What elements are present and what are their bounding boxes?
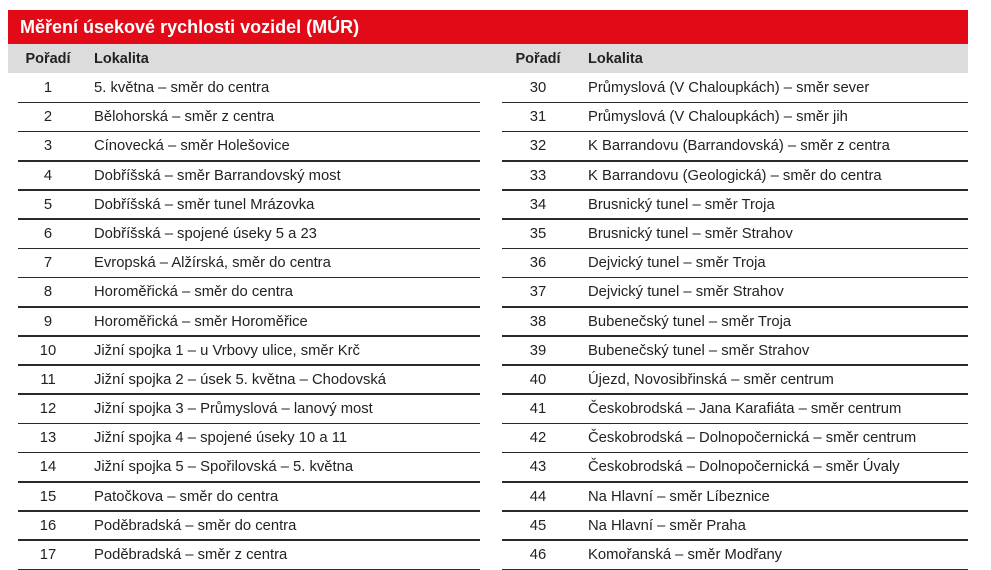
row-number-left: 5: [43, 196, 53, 213]
row-number-left: 10: [39, 342, 57, 359]
row-number-right: 33: [529, 167, 547, 184]
row-location-left: Patočkova – směr do centra: [94, 488, 279, 505]
row-number-right: 36: [529, 255, 547, 272]
table-row: [8, 395, 968, 424]
row-number-left: 3: [43, 138, 53, 155]
row-location-left: Dobříšská – spojené úseky 5 a 23: [94, 225, 317, 242]
table-row: [8, 424, 968, 453]
row-number-left: 6: [43, 225, 53, 242]
row-location-right: Průmyslová (V Chaloupkách) – směr jih: [588, 109, 848, 126]
row-number-left: 4: [43, 167, 53, 184]
row-location-right: Na Hlavní – směr Líbeznice: [588, 488, 770, 505]
row-location-right: Českobrodská – Jana Karafiáta – směr centrum: [588, 401, 902, 418]
row-location-right: Komořanská – směr Modřany: [588, 547, 783, 563]
row-number-right: 38: [529, 313, 547, 330]
table-row: [8, 191, 968, 220]
row-location-left: Cínovecká – směr Holešovice: [94, 138, 290, 155]
table-row: [8, 483, 968, 512]
row-location-left: Poděbradská – směr z centra: [94, 547, 288, 563]
row-location-right: Dejvický tunel – směr Strahov: [588, 284, 784, 301]
row-number-left: 14: [39, 459, 57, 476]
header-lokalita-right: Lokalita: [588, 51, 643, 67]
row-location-right: Průmyslová (V Chaloupkách) – směr sever: [588, 80, 870, 96]
header-poradi-right: Pořadí: [515, 51, 561, 67]
row-number-left: 15: [39, 488, 57, 505]
table-row: [8, 162, 968, 191]
row-number-right: 40: [529, 371, 547, 388]
row-location-right: Brusnický tunel – směr Troja: [588, 196, 775, 213]
row-number-right: 32: [529, 138, 547, 155]
table-row: [8, 453, 968, 482]
table-body: [8, 74, 968, 570]
row-number-left: 8: [43, 284, 53, 301]
row-location-right: Bubenečský tunel – směr Troja: [588, 313, 792, 330]
row-number-left: 11: [40, 371, 56, 388]
row-location-left: Evropská – Alžírská, směr do centra: [94, 255, 331, 272]
row-number-left: 12: [39, 401, 57, 418]
row-number-right: 41: [529, 401, 547, 418]
table-title: Měření úsekové rychlosti vozidel (MÚR): [8, 10, 968, 44]
table-row: [8, 366, 968, 395]
table-header: [8, 44, 968, 73]
table-row: [8, 512, 968, 541]
row-location-left: Jižní spojka 1 – u Vrbovy ulice, směr Krč: [94, 342, 360, 359]
row-number-left: 7: [43, 255, 53, 272]
row-location-right: Dejvický tunel – směr Troja: [588, 255, 766, 272]
row-number-left: 2: [43, 109, 53, 126]
row-number-right: 39: [529, 342, 547, 359]
row-number-right: 35: [529, 225, 547, 242]
table-row: [8, 308, 968, 337]
table-row: [8, 337, 968, 366]
row-number-right: 45: [529, 517, 547, 534]
row-number-right: 43: [529, 459, 547, 476]
row-number-right: 42: [529, 430, 547, 447]
row-location-left: Jižní spojka 2 – úsek 5. května – Chodovská: [94, 371, 386, 388]
row-location-right: Na Hlavní – směr Praha: [588, 517, 746, 534]
header-lokalita-left: Lokalita: [94, 51, 149, 67]
row-location-right: Českobrodská – Dolnopočernická – směr Úvaly: [588, 459, 900, 476]
row-number-left: 9: [43, 313, 53, 330]
row-location-right: K Barrandovu (Geologická) – směr do centra: [588, 167, 882, 184]
row-number-left: 16: [39, 517, 57, 534]
row-location-right: K Barrandovu (Barrandovská) – směr z centra: [588, 138, 890, 155]
row-number-right: 31: [529, 109, 547, 126]
row-location-right: Bubenečský tunel – směr Strahov: [588, 342, 810, 359]
row-number-left: 17: [39, 547, 57, 563]
row-location-left: Jižní spojka 3 – Průmyslová – lanový most: [94, 401, 373, 418]
table-row: [8, 278, 968, 307]
table-row: [8, 220, 968, 249]
table-row: [8, 74, 968, 103]
row-number-left: 1: [43, 80, 53, 96]
row-location-right: Újezd, Novosibřinská – směr centrum: [588, 371, 834, 388]
row-number-right: 37: [529, 284, 547, 301]
row-location-left: Jižní spojka 5 – Spořilovská – 5. května: [94, 459, 354, 476]
row-location-left: Horoměřická – směr do centra: [94, 284, 294, 301]
row-number-right: 46: [529, 547, 547, 563]
row-location-right: Brusnický tunel – směr Strahov: [588, 225, 793, 242]
row-number-left: 13: [39, 430, 57, 447]
table-row: [8, 132, 968, 161]
header-poradi-left: Pořadí: [25, 51, 71, 67]
table-row: [8, 103, 968, 132]
row-location-left: Poděbradská – směr do centra: [94, 517, 297, 534]
row-number-right: 34: [529, 196, 547, 213]
row-number-right: 44: [529, 488, 547, 505]
table-row: [8, 541, 968, 570]
row-location-left: Jižní spojka 4 – spojené úseky 10 a 11: [94, 430, 348, 447]
row-location-left: Bělohorská – směr z centra: [94, 109, 275, 126]
row-location-left: Dobříšská – směr tunel Mrázovka: [94, 196, 315, 213]
row-number-right: 30: [529, 80, 547, 96]
row-location-left: 5. května – směr do centra: [94, 80, 270, 96]
row-location-left: Dobříšská – směr Barrandovský most: [94, 167, 341, 184]
table-row: [8, 249, 968, 278]
row-location-left: Horoměřická – směr Horoměřice: [94, 313, 308, 330]
row-location-right: Českobrodská – Dolnopočernická – směr centrum: [588, 430, 917, 447]
